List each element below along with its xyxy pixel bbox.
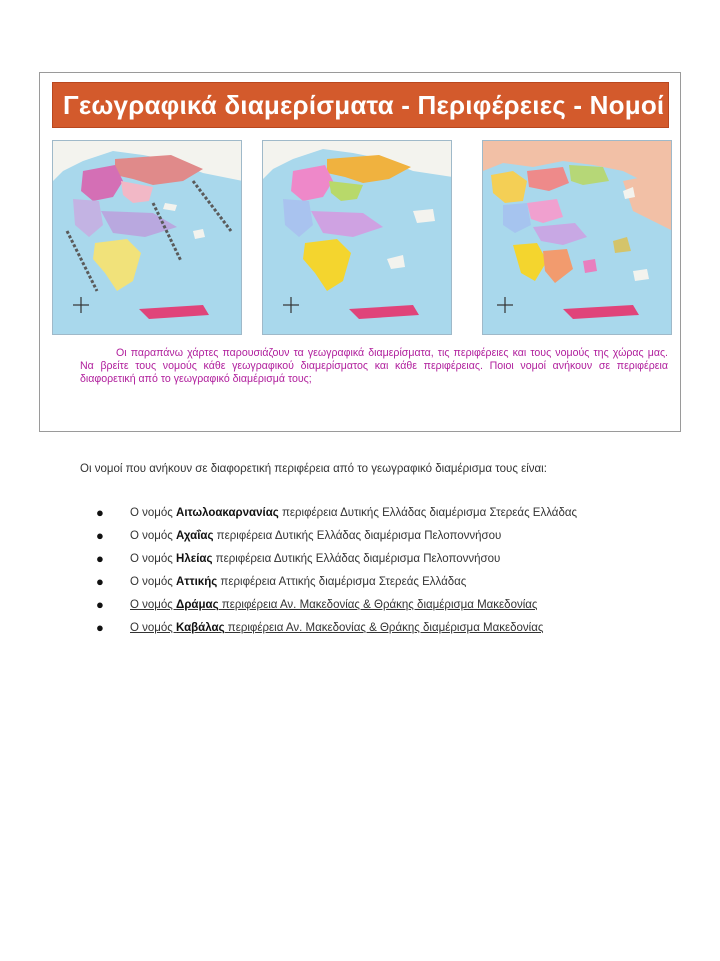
list-item-prefix: Ο νομός [130, 507, 177, 519]
bullet-icon: ● [96, 597, 104, 612]
slide-title: Γεωγραφικά διαμερίσματα - Περιφέρειες - Νομοί [63, 90, 665, 120]
answer-intro: Οι νομοί που ανήκουν σε διαφορετική περιφέρεια από το γεωγραφικό διαμέρισμα τους είναι: [80, 463, 547, 475]
prefecture-name: Αττικής [176, 576, 218, 588]
prefecture-name: Ηλείας [176, 553, 213, 565]
list-item [96, 575, 616, 589]
list-item-prefix: Ο νομός [130, 622, 177, 634]
list-item-suffix: περιφέρεια Αττικής διαμέρισμα Στερεάς Ελλάδας [217, 576, 467, 588]
list-item [96, 552, 616, 566]
list-item-prefix: Ο νομός [130, 576, 177, 588]
prefecture-name: Καβάλας [176, 622, 225, 634]
list-item-prefix: Ο νομός [130, 530, 177, 542]
list-item-prefix: Ο νομός [130, 553, 177, 565]
list-item [96, 621, 616, 635]
bullet-icon: ● [96, 620, 104, 635]
slide-title-banner [52, 82, 669, 128]
bullet-icon: ● [96, 551, 104, 566]
bullet-icon: ● [96, 505, 104, 520]
prefectures-map [482, 140, 672, 335]
prefecture-name: Αιτωλοακαρνανίας [176, 507, 279, 519]
slide-caption-text: Οι παραπάνω χάρτες παρουσιάζουν τα γεωγραφικά διαμερίσματα, τις περιφέρειες και τους νομούς της χώρας μας. Να βρείτε τους νομούς κάθε γεωγραφικού διαμερίσματος και κάθε περιφέρειας. Ποιοι νομοί ανήκουν σε περιφέρεια διαφορετική από το γεωγραφικό διαμέρισμά τους; [80, 347, 668, 385]
list-item-suffix: περιφέρεια Αν. Μακεδονίας & Θράκης διαμέρισμα Μακεδονίας [218, 599, 538, 611]
list-item-suffix: περιφέρεια Αν. Μακεδονίας & Θράκης διαμέρισμα Μακεδονίας [224, 622, 544, 634]
list-item [96, 529, 616, 543]
list-item-suffix: περιφέρεια Δυτικής Ελλάδας διαμέρισμα Πελοποννήσου [212, 553, 501, 565]
prefecture-name: Δράμας [176, 599, 219, 611]
list-item [96, 506, 616, 520]
geographic-departments-map [52, 140, 242, 335]
list-item-prefix: Ο νομός [130, 599, 177, 611]
bullet-icon: ● [96, 574, 104, 589]
prefecture-name: Αχαΐας [176, 530, 214, 542]
list-item [96, 598, 616, 612]
list-item-suffix: περιφέρεια Δυτικής Ελλάδας διαμέρισμα Στερεάς Ελλάδας [278, 507, 578, 519]
slide-caption [80, 347, 668, 386]
bullet-icon: ● [96, 528, 104, 543]
slide-card [39, 72, 681, 432]
regions-map [262, 140, 452, 335]
answer-list [96, 506, 616, 644]
list-item-suffix: περιφέρεια Δυτικής Ελλάδας διαμέρισμα Πελοποννήσου [213, 530, 502, 542]
